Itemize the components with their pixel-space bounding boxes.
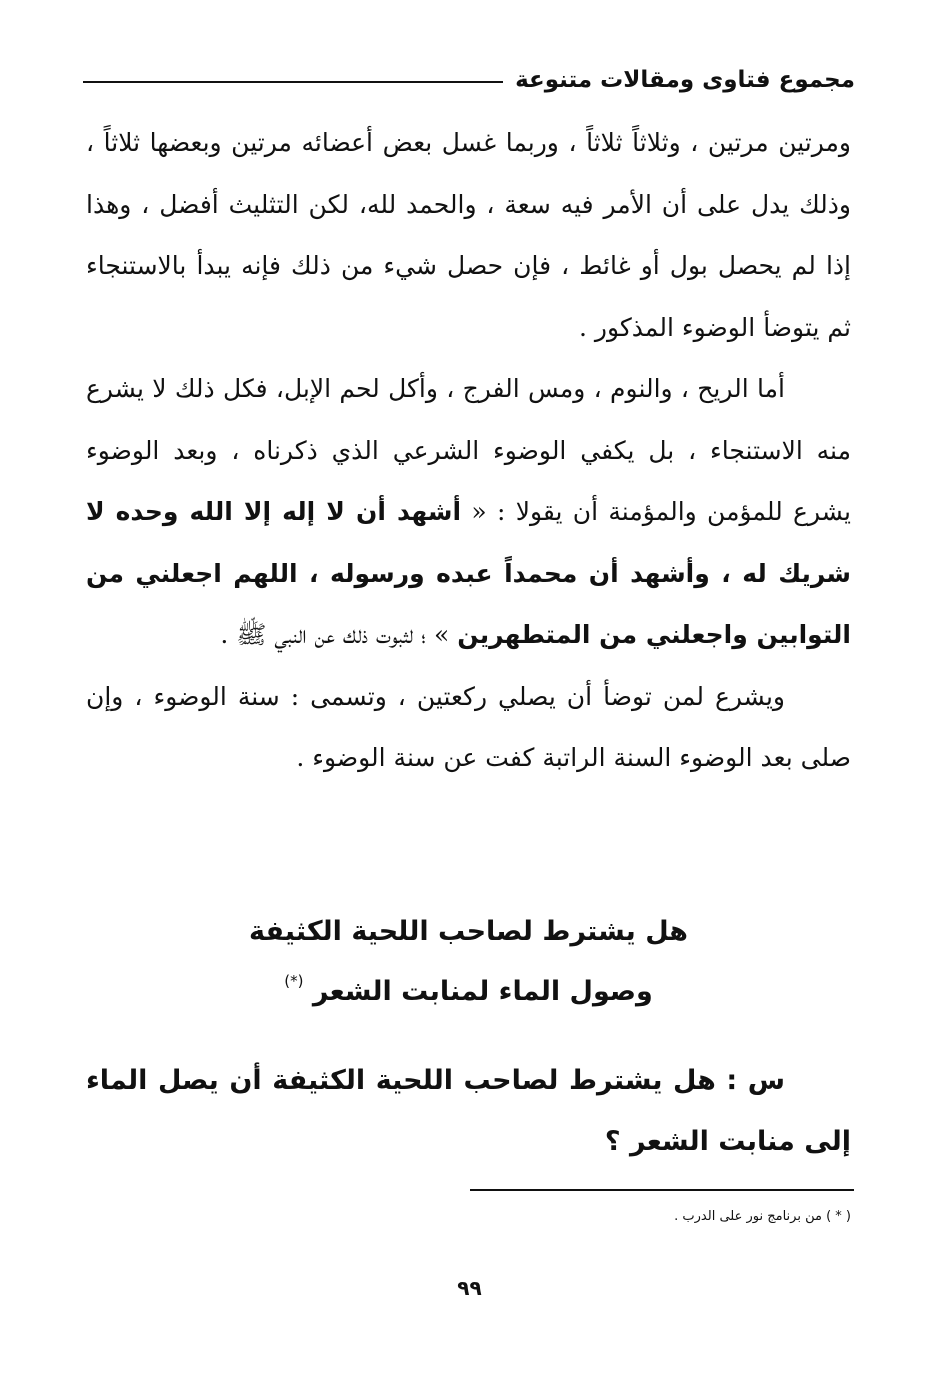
question-text: س : هل يشترط لصاحب اللحية الكثيفة أن يصل الماء إلى منابت الشعر ؟: [86, 1065, 851, 1157]
paragraph-2: [86, 358, 851, 666]
paragraph-2-intro: أما الريح ، والنوم ، ومس الفرج ، وأكل لحم الإبل، فكل ذلك لا يشرع منه الاستنجاء ، بل يكفي الوضوء الشرعي الذي ذكرناه ، وبعد الوضوء يشرع للمؤمن والمؤمنة أن يقولا : «: [86, 374, 852, 526]
paragraph-3: ويشرع لمن توضأ أن يصلي ركعتين ، وتسمى : سنة الوضوء ، وإن صلى بعد الوضوء السنة الراتبة كفت عن سنة الوضوء .: [86, 681, 851, 772]
heading-line-2: وصول الماء لمنابت الشعر: [312, 976, 653, 1007]
paragraph-2-end: » ؛ لثبوت ذلك عن النبي ﷺ .: [220, 620, 450, 649]
header-rule: [83, 81, 503, 83]
question-block: [86, 1050, 851, 1172]
footnote: ( * ) من برنامج نور على الدرب .: [674, 1209, 851, 1224]
heading-line-2-wrap: [86, 962, 851, 1022]
section-heading: [86, 902, 851, 1022]
paragraph-1: ومرتين مرتين ، وثلاثاً ثلاثاً ، وربما غسل بعض أعضائه مرتين وبعضها ثلاثاً ، وذلك يدل على أن الأمر فيه سعة ، والحمد لله، لكن التثليث أفضل ، وهذا إذا لم يحصل بول أو غائط ، فإن حصل شيء من ذلك فإنه يبدأ بالاستنجاء ثم يتوضأ الوضوء المذكور .: [86, 128, 851, 342]
footnote-marker: (*): [284, 972, 304, 990]
footnote-divider: [470, 1189, 854, 1191]
body-text: [86, 112, 851, 789]
header-title: مجموع فتاوى ومقالات متنوعة: [515, 67, 855, 93]
supplication-text: أشهد أن لا إله إلا الله وحده لا شريك له ، وأشهد أن محمداً عبده ورسوله ، اللهم اجعلني من التوابين واجعلني من المتطهرين: [86, 497, 851, 649]
heading-line-1: هل يشترط لصاحب اللحية الكثيفة: [248, 916, 689, 947]
page-number: ٩٩: [457, 1276, 482, 1300]
running-header: [83, 58, 855, 102]
